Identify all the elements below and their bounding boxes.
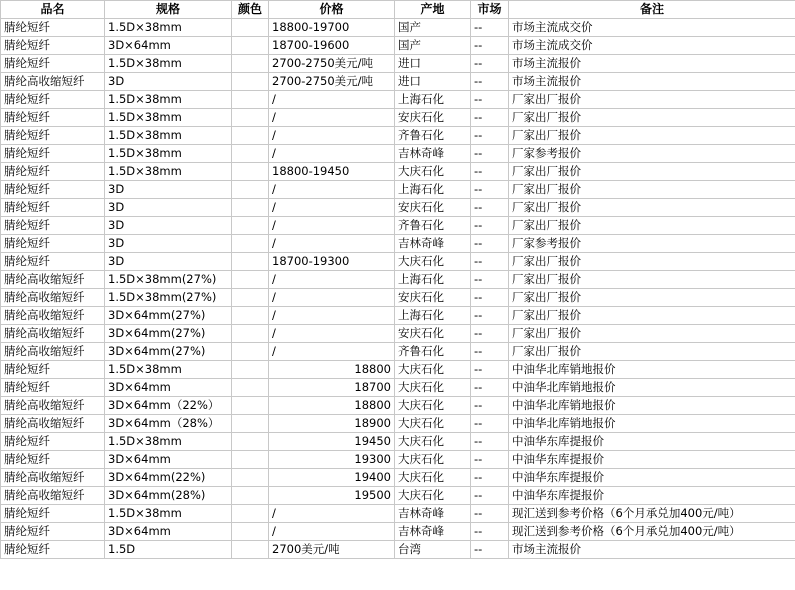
cell-remark: 厂家出厂报价 — [509, 343, 795, 361]
cell-price: 2700-2750美元/吨 — [269, 73, 395, 91]
cell-market: -- — [471, 253, 509, 271]
cell-name: 腈纶高收缩短纤 — [1, 487, 105, 505]
cell-spec: 1.5D×38mm — [105, 433, 232, 451]
cell-market: -- — [471, 451, 509, 469]
cell-spec: 3D×64mm — [105, 37, 232, 55]
table-row — [1, 217, 795, 235]
cell-market: -- — [471, 523, 509, 541]
cell-remark: 厂家出厂报价 — [509, 271, 795, 289]
cell-remark: 厂家出厂报价 — [509, 91, 795, 109]
table-row — [1, 253, 795, 271]
cell-color — [232, 199, 269, 217]
cell-name: 腈纶短纤 — [1, 379, 105, 397]
cell-remark: 现汇送到参考价格（6个月承兑加400元/吨） — [509, 505, 795, 523]
cell-spec: 1.5D — [105, 541, 232, 559]
cell-spec: 3D — [105, 199, 232, 217]
table-body — [1, 19, 795, 559]
table-row — [1, 199, 795, 217]
cell-remark: 厂家出厂报价 — [509, 127, 795, 145]
cell-remark: 厂家出厂报价 — [509, 289, 795, 307]
cell-spec: 3D×64mm(27%) — [105, 307, 232, 325]
cell-price: / — [269, 109, 395, 127]
cell-market: -- — [471, 109, 509, 127]
cell-origin: 大庆石化 — [395, 397, 471, 415]
cell-origin: 吉林奇峰 — [395, 523, 471, 541]
cell-spec: 3D×64mm — [105, 379, 232, 397]
cell-market: -- — [471, 73, 509, 91]
table-row — [1, 505, 795, 523]
cell-origin: 齐鲁石化 — [395, 217, 471, 235]
cell-color — [232, 163, 269, 181]
table-row — [1, 235, 795, 253]
cell-remark: 市场主流成交价 — [509, 19, 795, 37]
cell-name: 腈纶短纤 — [1, 163, 105, 181]
cell-spec: 1.5D×38mm(27%) — [105, 289, 232, 307]
cell-market: -- — [471, 145, 509, 163]
cell-color — [232, 415, 269, 433]
cell-market: -- — [471, 127, 509, 145]
cell-remark: 中油华北库销地报价 — [509, 361, 795, 379]
table-row — [1, 55, 795, 73]
cell-origin: 大庆石化 — [395, 253, 471, 271]
cell-color — [232, 91, 269, 109]
cell-color — [232, 451, 269, 469]
cell-price: / — [269, 523, 395, 541]
cell-remark: 市场主流报价 — [509, 73, 795, 91]
cell-color — [232, 73, 269, 91]
table-row — [1, 523, 795, 541]
cell-color — [232, 235, 269, 253]
cell-price: / — [269, 217, 395, 235]
cell-remark: 中油华东库提报价 — [509, 487, 795, 505]
cell-market: -- — [471, 505, 509, 523]
table-row — [1, 271, 795, 289]
cell-price: 18900 — [269, 415, 395, 433]
cell-spec: 3D×64mm — [105, 451, 232, 469]
cell-spec: 1.5D×38mm — [105, 91, 232, 109]
cell-price: / — [269, 325, 395, 343]
header-market: 市场 — [471, 1, 509, 19]
cell-color — [232, 541, 269, 559]
table-row — [1, 361, 795, 379]
cell-remark: 厂家出厂报价 — [509, 163, 795, 181]
cell-name: 腈纶短纤 — [1, 235, 105, 253]
table-row — [1, 73, 795, 91]
cell-spec: 1.5D×38mm — [105, 127, 232, 145]
cell-color — [232, 433, 269, 451]
table-row — [1, 289, 795, 307]
cell-remark: 厂家出厂报价 — [509, 217, 795, 235]
table-row — [1, 163, 795, 181]
cell-price: 19500 — [269, 487, 395, 505]
cell-origin: 大庆石化 — [395, 379, 471, 397]
cell-origin: 大庆石化 — [395, 469, 471, 487]
table-row — [1, 181, 795, 199]
cell-name: 腈纶短纤 — [1, 127, 105, 145]
table-row — [1, 469, 795, 487]
cell-market: -- — [471, 487, 509, 505]
cell-name: 腈纶短纤 — [1, 55, 105, 73]
cell-name: 腈纶短纤 — [1, 181, 105, 199]
cell-name: 腈纶短纤 — [1, 505, 105, 523]
cell-remark: 市场主流成交价 — [509, 37, 795, 55]
header-remark: 备注 — [509, 1, 795, 19]
cell-spec: 3D×64mm（22%） — [105, 397, 232, 415]
cell-origin: 台湾 — [395, 541, 471, 559]
cell-market: -- — [471, 325, 509, 343]
cell-name: 腈纶短纤 — [1, 253, 105, 271]
cell-color — [232, 379, 269, 397]
cell-origin: 上海石化 — [395, 181, 471, 199]
cell-spec: 1.5D×38mm — [105, 145, 232, 163]
cell-spec: 1.5D×38mm — [105, 505, 232, 523]
table-row — [1, 397, 795, 415]
cell-market: -- — [471, 199, 509, 217]
cell-name: 腈纶高收缩短纤 — [1, 415, 105, 433]
cell-price: / — [269, 307, 395, 325]
cell-market: -- — [471, 433, 509, 451]
cell-remark: 中油华东库提报价 — [509, 433, 795, 451]
table-row — [1, 307, 795, 325]
cell-name: 腈纶短纤 — [1, 19, 105, 37]
cell-name: 腈纶高收缩短纤 — [1, 469, 105, 487]
cell-remark: 厂家出厂报价 — [509, 199, 795, 217]
cell-price: 2700-2750美元/吨 — [269, 55, 395, 73]
cell-market: -- — [471, 379, 509, 397]
cell-spec: 1.5D×38mm — [105, 19, 232, 37]
cell-spec: 3D×64mm(27%) — [105, 343, 232, 361]
cell-price: / — [269, 505, 395, 523]
cell-name: 腈纶短纤 — [1, 217, 105, 235]
cell-origin: 吉林奇峰 — [395, 505, 471, 523]
cell-remark: 厂家出厂报价 — [509, 307, 795, 325]
cell-color — [232, 127, 269, 145]
header-color: 颜色 — [232, 1, 269, 19]
cell-market: -- — [471, 19, 509, 37]
cell-origin: 国产 — [395, 19, 471, 37]
cell-name: 腈纶短纤 — [1, 145, 105, 163]
table-row — [1, 541, 795, 559]
cell-name: 腈纶短纤 — [1, 37, 105, 55]
cell-market: -- — [471, 541, 509, 559]
cell-name: 腈纶短纤 — [1, 523, 105, 541]
cell-price: / — [269, 91, 395, 109]
table-row — [1, 19, 795, 37]
cell-color — [232, 469, 269, 487]
cell-market: -- — [471, 217, 509, 235]
cell-origin: 进口 — [395, 55, 471, 73]
header-origin: 产地 — [395, 1, 471, 19]
cell-origin: 安庆石化 — [395, 109, 471, 127]
cell-color — [232, 325, 269, 343]
cell-name: 腈纶高收缩短纤 — [1, 271, 105, 289]
cell-market: -- — [471, 181, 509, 199]
cell-remark: 厂家出厂报价 — [509, 181, 795, 199]
table-row — [1, 433, 795, 451]
header-row — [1, 1, 795, 19]
cell-spec: 3D — [105, 73, 232, 91]
cell-price: 18700-19600 — [269, 37, 395, 55]
cell-spec: 3D×64mm(27%) — [105, 325, 232, 343]
cell-remark: 中油华东库提报价 — [509, 469, 795, 487]
cell-color — [232, 307, 269, 325]
cell-origin: 吉林奇峰 — [395, 235, 471, 253]
cell-color — [232, 289, 269, 307]
cell-remark: 厂家参考报价 — [509, 145, 795, 163]
cell-color — [232, 217, 269, 235]
cell-name: 腈纶高收缩短纤 — [1, 397, 105, 415]
cell-market: -- — [471, 271, 509, 289]
table-row — [1, 379, 795, 397]
cell-origin: 大庆石化 — [395, 361, 471, 379]
cell-origin: 大庆石化 — [395, 163, 471, 181]
cell-price: / — [269, 181, 395, 199]
cell-spec: 1.5D×38mm — [105, 109, 232, 127]
cell-remark: 厂家出厂报价 — [509, 325, 795, 343]
cell-spec: 3D — [105, 217, 232, 235]
cell-spec: 3D — [105, 235, 232, 253]
cell-origin: 大庆石化 — [395, 451, 471, 469]
cell-origin: 安庆石化 — [395, 199, 471, 217]
cell-price: 2700美元/吨 — [269, 541, 395, 559]
cell-market: -- — [471, 37, 509, 55]
cell-origin: 国产 — [395, 37, 471, 55]
cell-price: / — [269, 235, 395, 253]
cell-remark: 厂家参考报价 — [509, 235, 795, 253]
cell-name: 腈纶高收缩短纤 — [1, 307, 105, 325]
cell-name: 腈纶高收缩短纤 — [1, 343, 105, 361]
table-row — [1, 145, 795, 163]
cell-market: -- — [471, 361, 509, 379]
cell-color — [232, 271, 269, 289]
cell-remark: 中油华北库销地报价 — [509, 397, 795, 415]
cell-name: 腈纶短纤 — [1, 451, 105, 469]
cell-color — [232, 181, 269, 199]
cell-market: -- — [471, 91, 509, 109]
cell-color — [232, 253, 269, 271]
cell-price: 18700 — [269, 379, 395, 397]
cell-price: / — [269, 127, 395, 145]
table-row — [1, 487, 795, 505]
cell-origin: 上海石化 — [395, 307, 471, 325]
cell-market: -- — [471, 289, 509, 307]
cell-remark: 厂家出厂报价 — [509, 109, 795, 127]
cell-price: / — [269, 199, 395, 217]
cell-name: 腈纶高收缩短纤 — [1, 325, 105, 343]
header-spec: 规格 — [105, 1, 232, 19]
cell-name: 腈纶短纤 — [1, 199, 105, 217]
cell-spec: 1.5D×38mm — [105, 361, 232, 379]
table-row — [1, 37, 795, 55]
cell-name: 腈纶短纤 — [1, 433, 105, 451]
header-name: 品名 — [1, 1, 105, 19]
cell-origin: 大庆石化 — [395, 415, 471, 433]
cell-origin: 大庆石化 — [395, 433, 471, 451]
cell-color — [232, 343, 269, 361]
cell-spec: 3D — [105, 253, 232, 271]
cell-origin: 安庆石化 — [395, 325, 471, 343]
cell-name: 腈纶高收缩短纤 — [1, 73, 105, 91]
cell-market: -- — [471, 55, 509, 73]
cell-market: -- — [471, 235, 509, 253]
cell-market: -- — [471, 469, 509, 487]
cell-spec: 3D — [105, 181, 232, 199]
cell-price: / — [269, 271, 395, 289]
cell-origin: 齐鲁石化 — [395, 343, 471, 361]
cell-spec: 1.5D×38mm — [105, 163, 232, 181]
cell-price: 18800-19700 — [269, 19, 395, 37]
cell-name: 腈纶短纤 — [1, 91, 105, 109]
cell-color — [232, 505, 269, 523]
cell-price: 19300 — [269, 451, 395, 469]
cell-name: 腈纶短纤 — [1, 361, 105, 379]
cell-origin: 齐鲁石化 — [395, 127, 471, 145]
cell-spec: 3D×64mm(22%) — [105, 469, 232, 487]
cell-market: -- — [471, 415, 509, 433]
cell-color — [232, 55, 269, 73]
cell-color — [232, 523, 269, 541]
cell-origin: 上海石化 — [395, 271, 471, 289]
cell-spec: 1.5D×38mm — [105, 55, 232, 73]
cell-price: / — [269, 343, 395, 361]
cell-remark: 厂家出厂报价 — [509, 253, 795, 271]
table-row — [1, 415, 795, 433]
cell-spec: 3D×64mm — [105, 523, 232, 541]
cell-origin: 安庆石化 — [395, 289, 471, 307]
cell-price: 18800-19450 — [269, 163, 395, 181]
cell-market: -- — [471, 163, 509, 181]
table-row — [1, 325, 795, 343]
cell-color — [232, 37, 269, 55]
cell-remark: 市场主流报价 — [509, 55, 795, 73]
cell-price: 19450 — [269, 433, 395, 451]
cell-spec: 3D×64mm（28%） — [105, 415, 232, 433]
cell-price: 18800 — [269, 361, 395, 379]
cell-market: -- — [471, 343, 509, 361]
table-row — [1, 451, 795, 469]
table-row — [1, 343, 795, 361]
table-row — [1, 91, 795, 109]
cell-color — [232, 397, 269, 415]
cell-origin: 上海石化 — [395, 91, 471, 109]
cell-color — [232, 19, 269, 37]
cell-origin: 吉林奇峰 — [395, 145, 471, 163]
header-price: 价格 — [269, 1, 395, 19]
cell-price: 19400 — [269, 469, 395, 487]
table-row — [1, 127, 795, 145]
cell-color — [232, 109, 269, 127]
cell-spec: 3D×64mm(28%) — [105, 487, 232, 505]
cell-remark: 现汇送到参考价格（6个月承兑加400元/吨） — [509, 523, 795, 541]
cell-remark: 中油华北库销地报价 — [509, 415, 795, 433]
cell-name: 腈纶高收缩短纤 — [1, 289, 105, 307]
cell-origin: 大庆石化 — [395, 487, 471, 505]
cell-remark: 中油华北库销地报价 — [509, 379, 795, 397]
cell-name: 腈纶短纤 — [1, 541, 105, 559]
cell-color — [232, 361, 269, 379]
cell-origin: 进口 — [395, 73, 471, 91]
cell-market: -- — [471, 307, 509, 325]
cell-remark: 市场主流报价 — [509, 541, 795, 559]
cell-color — [232, 145, 269, 163]
cell-price: / — [269, 145, 395, 163]
cell-price: 18800 — [269, 397, 395, 415]
table-row — [1, 109, 795, 127]
cell-market: -- — [471, 397, 509, 415]
cell-price: 18700-19300 — [269, 253, 395, 271]
cell-price: / — [269, 289, 395, 307]
cell-remark: 中油华东库提报价 — [509, 451, 795, 469]
cell-spec: 1.5D×38mm(27%) — [105, 271, 232, 289]
cell-name: 腈纶短纤 — [1, 109, 105, 127]
cell-color — [232, 487, 269, 505]
